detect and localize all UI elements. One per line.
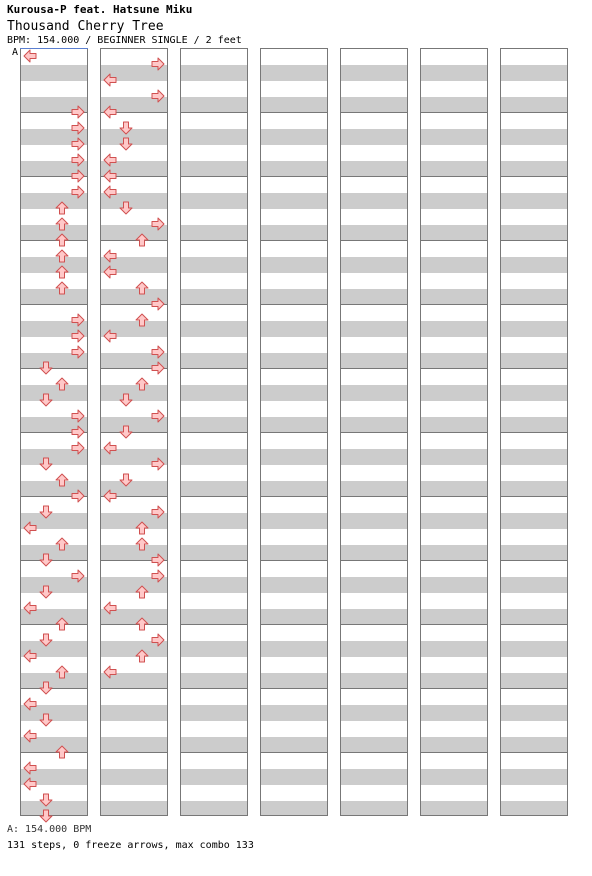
measure-line xyxy=(501,368,567,369)
measure-line xyxy=(341,752,407,753)
arrow-down-icon xyxy=(39,553,53,567)
arrow-up-icon xyxy=(55,233,69,247)
measure-line xyxy=(341,688,407,689)
measure-line xyxy=(261,688,327,689)
step-stats: 131 steps, 0 freeze arrows, max combo 133 xyxy=(7,840,254,851)
arrow-down-icon xyxy=(119,425,133,439)
bpm-change-line xyxy=(20,48,88,49)
arrow-down-icon xyxy=(119,201,133,215)
arrow-up-icon xyxy=(55,281,69,295)
measure-line xyxy=(501,176,567,177)
arrow-down-icon xyxy=(39,585,53,599)
arrow-right-icon xyxy=(151,57,165,71)
measure-line xyxy=(181,560,247,561)
arrow-down-icon xyxy=(39,361,53,375)
arrow-up-icon xyxy=(135,377,149,391)
arrow-right-icon xyxy=(151,569,165,583)
arrow-right-icon xyxy=(71,153,85,167)
song-artist: Kurousa-P feat. Hatsune Miku xyxy=(7,3,193,16)
chart-column xyxy=(180,48,248,816)
measure-line xyxy=(341,176,407,177)
measure-line xyxy=(501,752,567,753)
arrow-down-icon xyxy=(119,473,133,487)
arrow-up-icon xyxy=(135,617,149,631)
measure-line xyxy=(341,432,407,433)
arrow-left-icon xyxy=(103,489,117,503)
measure-line xyxy=(181,368,247,369)
arrow-left-icon xyxy=(103,441,117,455)
arrow-left-icon xyxy=(23,697,37,711)
arrow-up-icon xyxy=(55,377,69,391)
measure-line xyxy=(501,432,567,433)
measure-line xyxy=(181,688,247,689)
arrow-left-icon xyxy=(23,601,37,615)
measure-line xyxy=(101,432,167,433)
measure-line xyxy=(501,624,567,625)
arrow-right-icon xyxy=(151,457,165,471)
arrow-right-icon xyxy=(71,425,85,439)
measure-line xyxy=(261,560,327,561)
measure-line xyxy=(181,432,247,433)
arrow-left-icon xyxy=(23,49,37,63)
measure-line xyxy=(421,496,487,497)
measure-line xyxy=(261,752,327,753)
arrow-left-icon xyxy=(23,729,37,743)
measure-line xyxy=(421,304,487,305)
arrow-right-icon xyxy=(151,297,165,311)
arrow-left-icon xyxy=(23,777,37,791)
measure-line xyxy=(261,624,327,625)
arrow-up-icon xyxy=(135,649,149,663)
song-title: Thousand Cherry Tree xyxy=(7,19,164,34)
measure-line xyxy=(421,368,487,369)
bpm-marker: A xyxy=(12,47,19,58)
arrow-right-icon xyxy=(151,345,165,359)
measure-line xyxy=(421,112,487,113)
chart-column xyxy=(500,48,568,816)
arrow-left-icon xyxy=(23,761,37,775)
measure-line xyxy=(341,112,407,113)
measure-line xyxy=(21,240,87,241)
measure-line xyxy=(181,752,247,753)
arrow-right-icon xyxy=(71,121,85,135)
arrow-left-icon xyxy=(23,649,37,663)
measure-line xyxy=(421,688,487,689)
measure-line xyxy=(181,304,247,305)
arrow-right-icon xyxy=(151,505,165,519)
measure-line xyxy=(261,432,327,433)
measure-line xyxy=(181,176,247,177)
arrow-left-icon xyxy=(103,73,117,87)
arrow-left-icon xyxy=(103,329,117,343)
arrow-down-icon xyxy=(119,121,133,135)
arrow-right-icon xyxy=(151,217,165,231)
measure-line xyxy=(421,752,487,753)
measure-line xyxy=(501,304,567,305)
measure-line xyxy=(21,560,87,561)
arrow-right-icon xyxy=(71,169,85,183)
arrow-down-icon xyxy=(39,713,53,727)
measure-line xyxy=(101,624,167,625)
arrow-down-icon xyxy=(39,633,53,647)
arrow-right-icon xyxy=(71,409,85,423)
arrow-up-icon xyxy=(55,617,69,631)
arrow-left-icon xyxy=(103,249,117,263)
arrow-down-icon xyxy=(39,809,53,823)
arrow-right-icon xyxy=(151,409,165,423)
measure-line xyxy=(21,624,87,625)
arrow-right-icon xyxy=(71,489,85,503)
measure-line xyxy=(21,304,87,305)
measure-line xyxy=(101,752,167,753)
arrow-up-icon xyxy=(55,665,69,679)
arrow-right-icon xyxy=(71,313,85,327)
measure-line xyxy=(261,176,327,177)
measure-line xyxy=(501,496,567,497)
arrow-up-icon xyxy=(135,281,149,295)
measure-line xyxy=(421,240,487,241)
arrow-down-icon xyxy=(119,393,133,407)
measure-line xyxy=(341,304,407,305)
measure-line xyxy=(421,560,487,561)
arrow-left-icon xyxy=(23,521,37,535)
arrow-up-icon xyxy=(55,265,69,279)
arrow-right-icon xyxy=(71,569,85,583)
arrow-left-icon xyxy=(103,665,117,679)
measure-line xyxy=(261,240,327,241)
arrow-right-icon xyxy=(71,441,85,455)
arrow-up-icon xyxy=(135,233,149,247)
measure-line xyxy=(341,240,407,241)
measure-line xyxy=(421,176,487,177)
arrow-up-icon xyxy=(135,313,149,327)
arrow-right-icon xyxy=(71,105,85,119)
arrow-up-icon xyxy=(55,217,69,231)
measure-line xyxy=(421,624,487,625)
arrow-right-icon xyxy=(71,329,85,343)
arrow-down-icon xyxy=(39,681,53,695)
measure-line xyxy=(181,112,247,113)
measure-line xyxy=(101,240,167,241)
arrow-up-icon xyxy=(55,249,69,263)
measure-line xyxy=(21,368,87,369)
arrow-right-icon xyxy=(151,633,165,647)
measure-line xyxy=(261,368,327,369)
arrow-up-icon xyxy=(55,473,69,487)
measure-line xyxy=(341,624,407,625)
arrow-down-icon xyxy=(39,505,53,519)
measure-line xyxy=(261,112,327,113)
arrow-right-icon xyxy=(71,345,85,359)
measure-line xyxy=(21,688,87,689)
measure-line xyxy=(261,304,327,305)
arrow-up-icon xyxy=(135,585,149,599)
measure-line xyxy=(21,752,87,753)
arrow-up-icon xyxy=(55,537,69,551)
bpm-summary: A: 154.000 BPM xyxy=(7,824,92,835)
arrow-left-icon xyxy=(103,265,117,279)
measure-line xyxy=(341,496,407,497)
measure-line xyxy=(501,560,567,561)
measure-line xyxy=(421,432,487,433)
measure-line xyxy=(501,688,567,689)
arrow-left-icon xyxy=(103,153,117,167)
arrow-left-icon xyxy=(103,601,117,615)
chart-column xyxy=(340,48,408,816)
chart-meta: BPM: 154.000 / BEGINNER SINGLE / 2 feet xyxy=(7,35,242,46)
measure-line xyxy=(261,496,327,497)
arrow-right-icon xyxy=(151,553,165,567)
arrow-up-icon xyxy=(55,201,69,215)
measure-line xyxy=(181,240,247,241)
arrow-right-icon xyxy=(151,361,165,375)
arrow-right-icon xyxy=(71,137,85,151)
arrow-up-icon xyxy=(55,745,69,759)
arrow-up-icon xyxy=(135,521,149,535)
arrow-left-icon xyxy=(103,169,117,183)
measure-line xyxy=(341,368,407,369)
chart-column xyxy=(260,48,328,816)
measure-line xyxy=(181,624,247,625)
chart-column xyxy=(420,48,488,816)
measure-line xyxy=(181,496,247,497)
arrow-right-icon xyxy=(151,89,165,103)
measure-line xyxy=(501,240,567,241)
measure-line xyxy=(341,560,407,561)
arrow-down-icon xyxy=(119,137,133,151)
arrow-down-icon xyxy=(39,457,53,471)
measure-line xyxy=(101,688,167,689)
measure-line xyxy=(501,112,567,113)
arrow-right-icon xyxy=(71,185,85,199)
arrow-left-icon xyxy=(103,105,117,119)
arrow-down-icon xyxy=(39,793,53,807)
arrow-up-icon xyxy=(135,537,149,551)
arrow-left-icon xyxy=(103,185,117,199)
arrow-down-icon xyxy=(39,393,53,407)
